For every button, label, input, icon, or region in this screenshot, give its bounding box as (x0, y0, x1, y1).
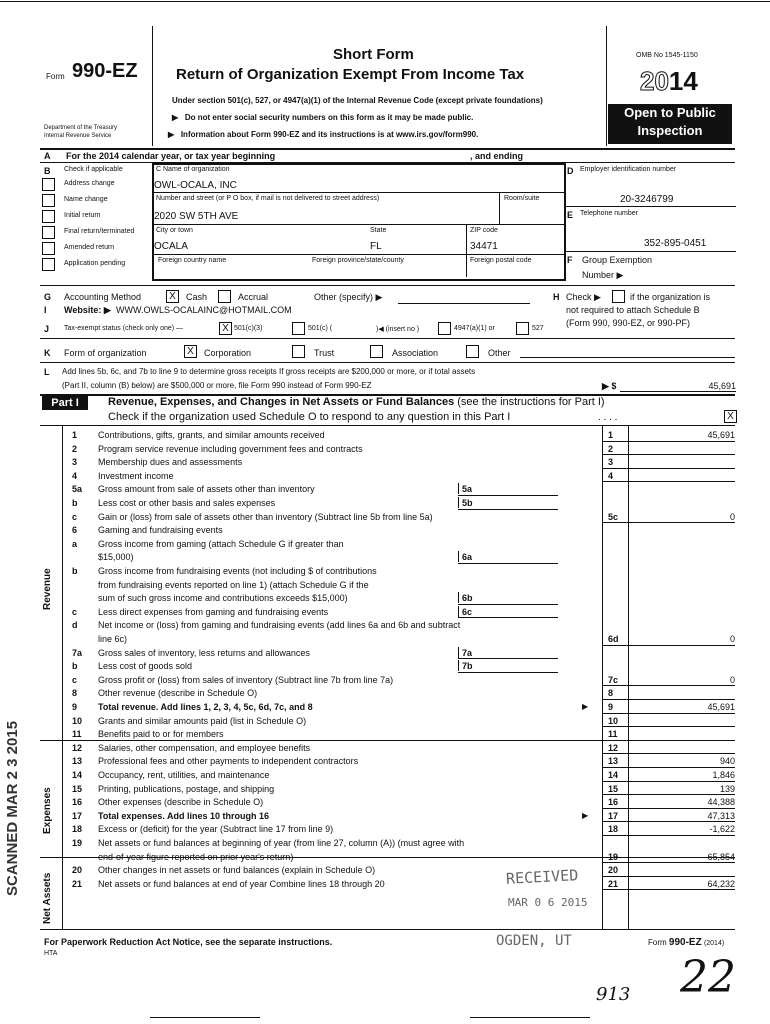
group-exemption-label: Group Exemption (582, 255, 653, 265)
line-l-text-2: (Part II, column (B) below) are $500,000 or more, file Form 990 instead of Form 990-EZ (62, 381, 372, 390)
part-i-line-row (62, 741, 735, 755)
ein-value: 20-3246799 (620, 194, 674, 205)
part-i-line-row (62, 591, 735, 605)
omb-number: OMB No 1545-1150 (636, 52, 698, 59)
line-number: 18 (72, 824, 83, 835)
check-if-applicable-title: Check if applicable (64, 166, 123, 173)
part-i-line-row (62, 877, 735, 891)
phone-value: 352-895-0451 (644, 238, 707, 249)
line-number: 17 (72, 810, 83, 821)
scanned-stamp: SCANNED MAR 2 3 2015 (4, 720, 21, 896)
street-label: Number and street (or P O box, if mail is not delivered to street address) (156, 195, 380, 202)
line-h-text-1: if the organization is (630, 292, 711, 302)
state-label: State (370, 227, 387, 234)
handwritten-number-22: 22 (680, 952, 736, 1003)
total-arrow-icon: ▶ (582, 810, 589, 820)
hta-label: HTA (44, 950, 58, 957)
form-reference-year: (2014) (703, 940, 725, 947)
line-number: 16 (72, 797, 83, 808)
part-i-line-row (62, 510, 735, 524)
schedule-o-leader: . . . . (598, 412, 618, 423)
zip-value: 34471 (470, 241, 498, 252)
trust-checkbox[interactable] (292, 345, 305, 358)
group-exemption-number: Number ▶ (582, 270, 624, 280)
accrual-checkbox[interactable] (218, 290, 231, 303)
line-description: Total revenue. Add lines 1, 2, 3, 4, 5c, 6d, 7c, and 8 (98, 702, 313, 712)
gross-receipts-value: 45,691 (708, 381, 736, 391)
line-amount: 44,388 (707, 797, 735, 808)
section-b-label: Name change (64, 196, 108, 203)
501c-label: 501(c) ( (308, 325, 333, 332)
section-b-checkbox[interactable] (42, 210, 55, 223)
ein-label: Employer identification number (580, 166, 677, 173)
sub-line-box: 7a (458, 647, 488, 658)
line-number: b (72, 566, 78, 576)
form-reference-number: 990-EZ (668, 937, 702, 948)
association-label: Association (392, 348, 439, 358)
trust-label: Trust (314, 348, 335, 358)
part-i-line-row (62, 618, 735, 632)
state-value: FL (370, 241, 382, 252)
section-b-label: Application pending (64, 260, 126, 267)
paperwork-notice: For Paperwork Reduction Act Notice, see the separate instructions. (44, 937, 333, 947)
line-box-number: 12 (608, 742, 619, 753)
insert-no-label: )◀ (insert no ) (376, 326, 420, 333)
department-line-2: Internal Revenue Service (44, 133, 112, 139)
line-box-number: 13 (608, 756, 619, 767)
line-box-underline (602, 889, 735, 890)
section-b-label: Amended return (64, 244, 115, 251)
line-description: Gross sales of inventory, less returns and allowances (98, 647, 310, 658)
section-b-label: Address change (64, 180, 115, 187)
line-amount: 1,846 (712, 770, 735, 780)
tax-year-bold: 14 (668, 66, 698, 96)
line-description: Excess or (deficit) for the year (Subtract line 17 from line 9) (98, 824, 334, 835)
part-i-line-row (62, 659, 735, 673)
line-description: Net assets or fund balances at end of year Combine lines 18 through 20 (98, 878, 385, 889)
part-i-line-row (62, 768, 735, 782)
501c3-label: 501(c)(3) (234, 325, 263, 332)
part-i-title-suffix: (see the instructions for Part I) (457, 396, 605, 408)
line-description: Gross income from fundraising events (not including $ of contributions (98, 566, 377, 576)
part-i-line-row (62, 727, 735, 741)
section-b-checkbox[interactable] (42, 242, 55, 255)
line-description: Gross profit or (loss) from sales of inventory (Subtract line 7b from line 7a) (98, 674, 394, 685)
part-i-line-row (62, 455, 735, 469)
tax-exempt-label: Tax-exempt status (check only one) — (64, 325, 184, 332)
part-i-line-row (62, 523, 735, 537)
line-h-letter: H (553, 292, 560, 302)
527-label: 527 (532, 325, 544, 332)
line-number: 1 (72, 430, 78, 440)
line-description: Grants and similar amounts paid (list in Schedule O) (98, 715, 307, 726)
line-box-number: 17 (608, 810, 619, 821)
line-number: b (72, 661, 78, 672)
info-line: ▶ Information about Form 990-EZ and its instructions is at www.irs.gov/form990. (168, 130, 479, 139)
line-description: Other revenue (describe in Schedule O) (98, 688, 258, 699)
line-number: 12 (72, 742, 83, 753)
line-number: d (72, 620, 78, 631)
section-b-checkbox[interactable] (42, 194, 55, 207)
line-box-number: 2 (608, 443, 614, 454)
part-i-line-row (62, 836, 735, 850)
line-box-number: 1 (608, 430, 614, 440)
form-word: Form (46, 72, 65, 81)
line-box-number: 5c (608, 511, 619, 522)
sub-line-box: 6a (458, 551, 488, 562)
section-b-label: Final return/terminated (64, 228, 135, 235)
line-amount: 139 (719, 783, 735, 794)
line-a-ending: , and ending (470, 151, 523, 161)
room-label: Room/suite (504, 195, 540, 202)
line-amount: 64,232 (707, 878, 735, 889)
part-i-line-row (62, 850, 735, 864)
sub-line-box: 6c (458, 606, 488, 617)
line-number: 2 (72, 443, 78, 454)
line-amount: -1,622 (709, 824, 735, 835)
line-number: 10 (72, 715, 83, 726)
4947-label: 4947(a)(1) or (454, 325, 495, 332)
4947-checkbox[interactable] (438, 322, 451, 335)
part-i-line-row (62, 782, 735, 796)
part-i-line-row (62, 632, 735, 646)
no-ssn-warning: ▶ Do not enter social security numbers on this form as it may be made public. (172, 113, 474, 122)
line-description: Other expenses (describe in Schedule O) (98, 797, 264, 808)
part-i-line-row (62, 700, 735, 714)
line-box-number: 19 (608, 851, 619, 862)
line-amount: 940 (719, 756, 735, 767)
schedule-o-checkbox[interactable]: X (724, 410, 737, 423)
line-j-letter: J (44, 324, 50, 334)
line-description: Net assets or fund balances at beginning of year (from line 27, column (A)) (must agree with (98, 838, 465, 848)
line-f-letter: F (567, 255, 573, 265)
line-description: Less cost or other basis and sales expenses (98, 498, 276, 508)
cash-label: Cash (186, 292, 208, 302)
line-l-dollar: ▶ $ (602, 381, 617, 391)
foreign-country-label: Foreign country name (158, 257, 227, 264)
line-number: 20 (72, 865, 83, 876)
line-number: c (72, 606, 78, 617)
line-l-text-1: Add lines 5b, 6c, and 7b to line 9 to determine gross receipts If gross receipts are $200,000 or more, or if total assets (62, 367, 476, 376)
section-b-checkbox[interactable] (42, 178, 55, 191)
section-b-checkbox[interactable] (42, 258, 55, 271)
city-label: City or town (156, 227, 193, 234)
line-description: end-of-year figure reported on prior year's return) (98, 851, 294, 862)
part-i-line-row (62, 714, 735, 728)
line-amount: 45,691 (707, 430, 735, 440)
sub-line-box: 7b (458, 660, 488, 671)
open-to-public-badge (608, 104, 732, 144)
line-description: Other changes in net assets or fund balances (explain in Schedule O) (98, 865, 376, 876)
form-reference (648, 937, 724, 948)
sub-line-box: 5a (458, 483, 488, 494)
line-number: 4 (72, 470, 78, 481)
part-i-line-row (62, 469, 735, 483)
line-number: 6 (72, 525, 78, 536)
line-description: Benefits paid to or for members (98, 729, 224, 740)
line-number: 14 (72, 770, 83, 780)
line-number: c (72, 511, 78, 522)
form-number: 990-EZ (72, 60, 138, 82)
line-box-number: 6d (608, 634, 619, 644)
part-i-line-row (62, 442, 735, 456)
phone-label: Telephone number (580, 210, 638, 217)
revenue-side-label: Revenue (42, 568, 53, 610)
line-description: Program service revenue including government fees and contracts (98, 443, 363, 454)
part-i-line-row (62, 754, 735, 768)
corporation-label: Corporation (204, 348, 252, 358)
org-name-value: OWL-OCALA, INC (154, 180, 237, 191)
short-form-title: Short Form (333, 46, 414, 63)
part-i-line-row (62, 605, 735, 619)
line-box-number: 18 (608, 824, 619, 835)
line-box-number: 15 (608, 783, 619, 794)
line-amount: 0 (729, 511, 735, 522)
part-i-line-row (62, 686, 735, 700)
line-description: from fundraising events reported on line 1) (attach Schedule G if the (98, 579, 369, 590)
form-reference-word: Form (648, 938, 667, 947)
line-a-letter: A (44, 151, 51, 161)
line-k-letter: K (44, 348, 51, 358)
line-box-number: 3 (608, 457, 614, 468)
handwritten-number-913: 913 (596, 984, 631, 1005)
line-box-number: 4 (608, 470, 614, 481)
line-h-text-2: not required to attach Schedule B (566, 305, 700, 315)
schedule-b-checkbox[interactable] (612, 290, 625, 303)
section-b-checkbox[interactable] (42, 226, 55, 239)
part-i-line-row (62, 646, 735, 660)
line-box-number: 16 (608, 797, 619, 808)
line-description: Contributions, gifts, grants, and similar amounts received (98, 430, 325, 440)
zip-label: ZIP code (470, 227, 498, 234)
line-number: 3 (72, 457, 78, 468)
other-org-checkbox[interactable] (466, 345, 479, 358)
part-i-title-main: Revenue, Expenses, and Changes in Net Assets or Fund Balances (108, 396, 455, 408)
line-number: 21 (72, 878, 83, 889)
foreign-postal-label: Foreign postal code (470, 257, 532, 264)
ogden-stamp: OGDEN, UT (496, 933, 572, 949)
line-amount: 65,854 (707, 851, 735, 862)
schedule-o-check-text: Check if the organization used Schedule O to respond to any question in this Part I (108, 411, 511, 423)
line-e-letter: E (567, 210, 574, 220)
line-number: c (72, 674, 78, 685)
line-description: line 6c) (98, 634, 128, 644)
expenses-side-label: Expenses (42, 787, 53, 834)
net-assets-side-label: Net Assets (42, 872, 53, 924)
accrual-label: Accrual (238, 292, 269, 302)
city-value: OCALA (154, 241, 188, 252)
line-l-letter: L (44, 367, 50, 377)
tax-year-outline: 20 (640, 66, 669, 96)
website-value: WWW.OWLS-OCALAINC@HOTMAIL.COM (116, 305, 292, 315)
part-i-line-row (62, 537, 735, 551)
part-i-line-row (62, 673, 735, 687)
tax-year (640, 66, 698, 97)
part-i-line-row (62, 578, 735, 592)
part-i-line-row (62, 428, 735, 442)
part-i-title (108, 396, 605, 408)
line-h-check-label: Check ▶ (566, 292, 601, 302)
line-number: b (72, 498, 78, 508)
line-number: 11 (72, 729, 82, 740)
line-h-text-3: (Form 990, 990-EZ, or 990-PF) (566, 318, 691, 328)
line-description: Less cost of goods sold (98, 661, 193, 672)
line-description: Gross income from gaming (attach Schedule G if greater than (98, 538, 344, 549)
form-title: Return of Organization Exempt From Income Tax (176, 66, 525, 83)
line-i-letter: I (44, 305, 47, 315)
part-i-line-row (62, 482, 735, 496)
line-description: Gross amount from sale of assets other than inventory (98, 484, 315, 495)
website-label: Website: ▶ (64, 305, 111, 315)
part-i-badge: Part I (42, 396, 88, 410)
line-number: 5a (72, 484, 83, 495)
org-name-label: C Name of organization (156, 166, 230, 173)
line-g-letter: G (44, 292, 52, 302)
line-description: $15,000) (98, 552, 134, 563)
total-arrow-icon: ▶ (582, 702, 589, 711)
part-i-line-row (62, 822, 735, 836)
under-section-text: Under section 501(c), 527, or 4947(a)(1) of the Internal Revenue Code (except private foundations) (172, 96, 543, 105)
501c-checkbox[interactable] (292, 322, 305, 335)
line-box-number: 21 (608, 878, 619, 889)
part-i-line-row (62, 550, 735, 564)
no-ssn-text: Do not enter social security numbers on this form as it may be made public. (184, 113, 474, 122)
accounting-method-label: Accounting Method (64, 292, 142, 302)
line-amount: 47,313 (707, 810, 735, 821)
cash-checkbox[interactable]: X (166, 290, 179, 303)
line-description: Investment income (98, 470, 174, 481)
line-number: a (72, 538, 78, 549)
line-box-number: 11 (608, 729, 618, 740)
line-description: Gaming and fundraising events (98, 525, 223, 536)
line-number: 9 (72, 702, 78, 712)
line-description: Occupancy, rent, utilities, and maintenance (98, 770, 270, 780)
foreign-province-label: Foreign province/state/county (312, 257, 404, 264)
line-description: Salaries, other compensation, and employee benefits (98, 742, 311, 753)
line-box-number: 9 (608, 702, 614, 712)
other-org-label: Other (488, 348, 511, 358)
line-description: Less direct expenses from gaming and fundraising events (98, 606, 329, 617)
line-box-number: 10 (608, 715, 619, 726)
line-description: Printing, publications, postage, and shipping (98, 783, 275, 794)
line-number: 15 (72, 783, 83, 794)
part-i-line-row (62, 863, 735, 877)
line-description: Gain or (loss) from sale of assets other than inventory (Subtract line 5b from line 5a) (98, 511, 433, 522)
line-description: sum of such gross income and contributions exceeds $15,000) (98, 593, 348, 604)
part-i-line-row (62, 809, 735, 823)
line-number: 8 (72, 688, 78, 699)
line-amount: 45,691 (707, 702, 735, 712)
received-date-stamp: MAR 0 6 2015 (508, 896, 588, 909)
line-amount: 0 (729, 674, 735, 685)
sub-line-box: 5b (458, 497, 488, 508)
street-value: 2020 SW 5TH AVE (154, 211, 239, 222)
department-line-1: Department of the Treasury (44, 125, 118, 131)
line-number: 7a (72, 647, 83, 658)
501c3-checkbox[interactable]: X (219, 322, 232, 335)
line-number: 13 (72, 756, 83, 767)
527-checkbox[interactable] (516, 322, 529, 335)
line-description: Net income or (loss) from gaming and fundraising events (add lines 6a and 6b and subtract (98, 620, 461, 631)
line-a-label: For the 2014 calendar year, or tax year beginning (66, 151, 276, 161)
section-b-label: Initial return (64, 212, 101, 219)
part-i-line-row (62, 795, 735, 809)
line-number: 19 (72, 838, 83, 848)
line-box-number: 20 (608, 865, 619, 876)
line-box-number: 14 (608, 770, 619, 780)
line-description: Membership dues and assessments (98, 457, 243, 468)
corporation-checkbox[interactable]: X (184, 345, 197, 358)
open-to-public-line2: Inspection (637, 123, 703, 138)
association-checkbox[interactable] (370, 345, 383, 358)
form-of-org-label: Form of organization (64, 348, 147, 358)
info-text: Information about Form 990-EZ and its instructions is at www.irs.gov/form990. (180, 130, 479, 139)
line-description: Total expenses. Add lines 10 through 16 (98, 810, 270, 821)
part-i-line-row (62, 496, 735, 510)
open-to-public-line1: Open to Public (624, 105, 716, 120)
other-method-label: Other (specify) ▶ (314, 292, 383, 302)
line-description: Professional fees and other payments to independent contractors (98, 756, 359, 767)
line-box-number: 7c (608, 674, 619, 685)
part-i-line-row (62, 564, 735, 578)
received-stamp: RECEIVED (505, 866, 579, 888)
line-amount: 0 (729, 634, 735, 644)
sub-line-box: 6b (458, 592, 488, 603)
line-box-number: 8 (608, 688, 614, 699)
line-d-letter: D (567, 166, 574, 176)
line-b-letter: B (44, 166, 51, 176)
